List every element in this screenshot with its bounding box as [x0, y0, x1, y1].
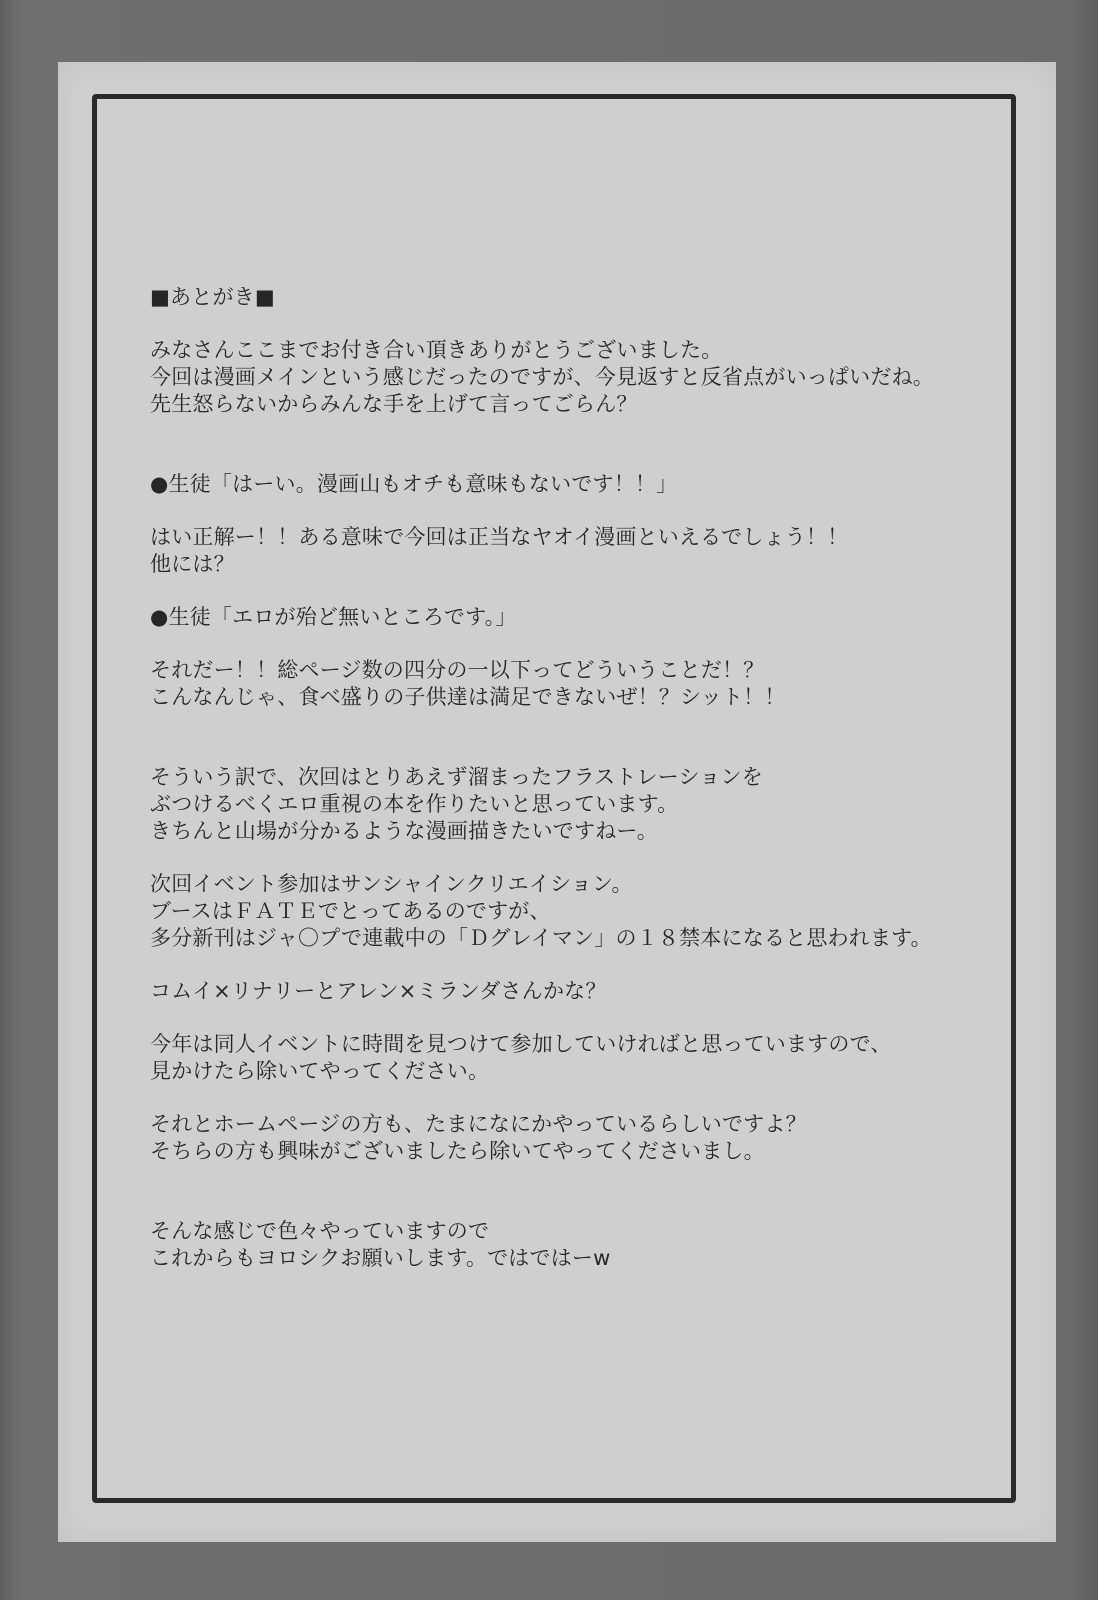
text-line: はい正解ー！！ある意味で今回は正当なヤオイ漫画といえるでしょう！！ [150, 525, 849, 549]
text-line: ●生徒「はーい。漫画山もオチも意味もないです！！」 [150, 472, 678, 496]
text-line: 次回イベント参加はサンシャインクリエイション。 [150, 872, 633, 896]
paragraph-gap [150, 845, 1030, 871]
text-line: そんな感じで色々やっていますので [150, 1219, 490, 1243]
text-line: 他には？ [150, 552, 235, 576]
text-line: こんなんじゃ、食べ盛りの子供達は満足できないぜ！？シット！！ [150, 685, 786, 709]
text-line: ぶつけるべくエロ重視の本を作りたいと思っています。 [150, 792, 679, 816]
paragraph-gap [150, 311, 1030, 337]
paragraph-gap [150, 418, 1030, 471]
text-line: それだー！！総ページ数の四分の一以下ってどういうことだ！？ [150, 658, 765, 682]
paragraph-gap [150, 578, 1030, 604]
afterword-text [150, 284, 1030, 1272]
text-line: 先生怒らないからみんな手を上げて言ってごらん？ [150, 392, 638, 416]
paragraph-gap [150, 498, 1030, 524]
paragraph-gap [150, 952, 1030, 978]
text-line: そういう訳で、次回はとりあえず溜まったフラストレーションを [150, 765, 763, 789]
paragraph-gap [150, 1005, 1030, 1031]
paragraph-gap [150, 631, 1030, 657]
text-line: そちらの方も興味がございましたら除いてやってくださいまし。 [150, 1139, 765, 1163]
text-line: 今回は漫画メインという感じだったのですが、今見返すと反省点がいっぱいだね。 [150, 365, 934, 389]
text-line: みなさんここまでお付き合い頂きありがとうございました。 [150, 338, 723, 362]
text-line: 見かけたら除いてやってください。 [150, 1059, 490, 1083]
paragraph-gap [150, 711, 1030, 764]
text-line: これからもヨロシクお願いします。ではではーw [150, 1246, 611, 1270]
page-sheet [58, 62, 1056, 1542]
text-line: 多分新刊はジャ〇プで連載中の「Ｄグレイマン」の１８禁本になると思われます。 [150, 926, 932, 950]
afterword-heading: ■あとがき■ [150, 285, 275, 309]
text-line: ブースはＦＡＴＥでとってあるのですが、 [150, 899, 551, 923]
text-line: それとホームページの方も、たまになにかやっているらしいですよ？ [150, 1112, 807, 1136]
text-line: コムイ×リナリーとアレン×ミランダさんかな？ [150, 979, 607, 1003]
text-line: ●生徒「エロが殆ど無いところです。」 [150, 605, 517, 629]
text-line: 今年は同人イベントに時間を見つけて参加していければと思っていますので、 [150, 1032, 892, 1056]
paragraph-gap [150, 1165, 1030, 1218]
text-line: きちんと山場が分かるような漫画描きたいですねー。 [150, 819, 658, 843]
paragraph-gap [150, 1085, 1030, 1111]
